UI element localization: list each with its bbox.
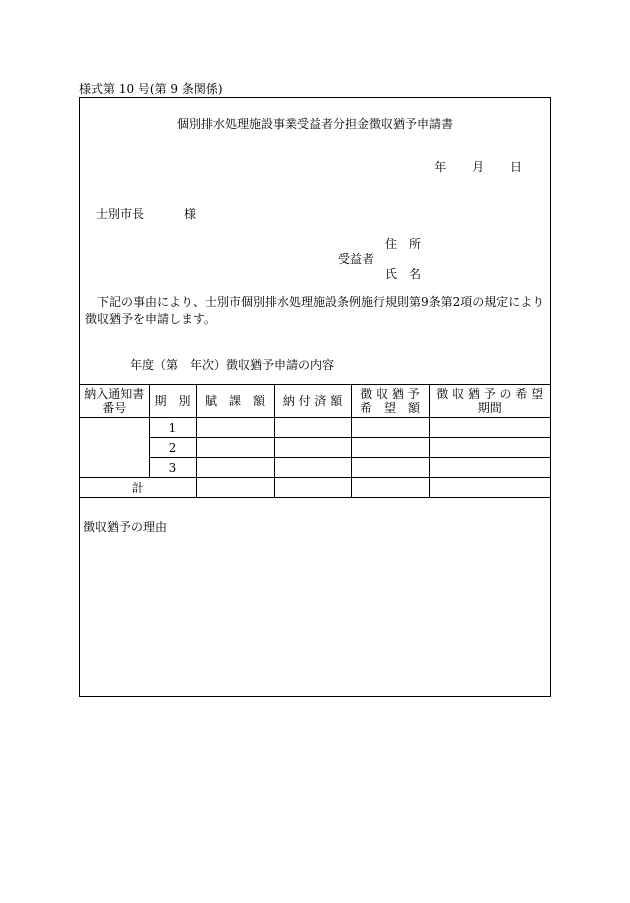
header-paid-amount: 納 付 済 額 <box>274 385 351 418</box>
total-label: 計 <box>80 478 196 498</box>
application-form <box>79 97 551 697</box>
total-assessed-cell[interactable] <box>196 478 274 498</box>
name-label: 氏 名 <box>385 267 422 281</box>
date-month-label: 月 <box>472 160 485 174</box>
table-row <box>80 418 550 438</box>
table-header-row <box>80 385 550 418</box>
deferral-amount-cell[interactable] <box>351 438 429 458</box>
period-cell: 3 <box>149 458 196 478</box>
date-year-label: 年 <box>434 160 447 174</box>
deferral-table <box>80 384 550 498</box>
section-heading: 年度（第 年次）徴収猶予申請の内容 <box>130 358 335 372</box>
assessed-cell[interactable] <box>196 418 274 438</box>
assessed-cell[interactable] <box>196 458 274 478</box>
notice-number-cell[interactable] <box>80 418 149 478</box>
table-row <box>80 458 550 478</box>
period-cell: 1 <box>149 418 196 438</box>
period-cell: 2 <box>149 438 196 458</box>
header-deferral-period: 徴 収 猶 予 の 希 望 期間 <box>429 385 550 418</box>
beneficiary-label: 受益者 <box>338 252 375 266</box>
paid-cell[interactable] <box>274 438 351 458</box>
deferral-period-cell[interactable] <box>429 418 550 438</box>
total-deferral-period-cell[interactable] <box>429 478 550 498</box>
addressee <box>96 205 196 222</box>
paid-cell[interactable] <box>274 418 351 438</box>
header-assessed-amount: 賦 課 額 <box>196 385 274 418</box>
table-row <box>80 438 550 458</box>
assessed-cell[interactable] <box>196 438 274 458</box>
deferral-amount-cell[interactable] <box>351 418 429 438</box>
deferral-period-cell[interactable] <box>429 438 550 458</box>
paid-cell[interactable] <box>274 458 351 478</box>
total-paid-cell[interactable] <box>274 478 351 498</box>
header-period: 期 別 <box>149 385 196 418</box>
reason-label: 徴収猶予の理由 <box>83 520 168 534</box>
form-number-label: 様式第 10 号(第 9 条関係) <box>79 82 223 96</box>
header-deferral-amount: 徴 収 猶 予 希 望 額 <box>351 385 429 418</box>
body-text: 下記の事由により、士別市個別排水処理施設条例施行規則第9条第2項の規定により徴収猶予を申請します。 <box>85 295 545 326</box>
form-title: 個別排水処理施設事業受益者分担金徴収猶予申請書 <box>176 117 453 131</box>
deferral-period-cell[interactable] <box>429 458 550 478</box>
addressee-name: 士別市長 <box>96 207 145 221</box>
deferral-amount-cell[interactable] <box>351 458 429 478</box>
total-row <box>80 478 550 498</box>
address-label: 住 所 <box>385 237 422 251</box>
date-day-label: 日 <box>509 160 522 174</box>
date-line <box>412 158 522 175</box>
total-deferral-amount-cell[interactable] <box>351 478 429 498</box>
addressee-honorific: 様 <box>184 207 197 221</box>
header-notice-number: 納入通知書 番号 <box>80 385 149 418</box>
